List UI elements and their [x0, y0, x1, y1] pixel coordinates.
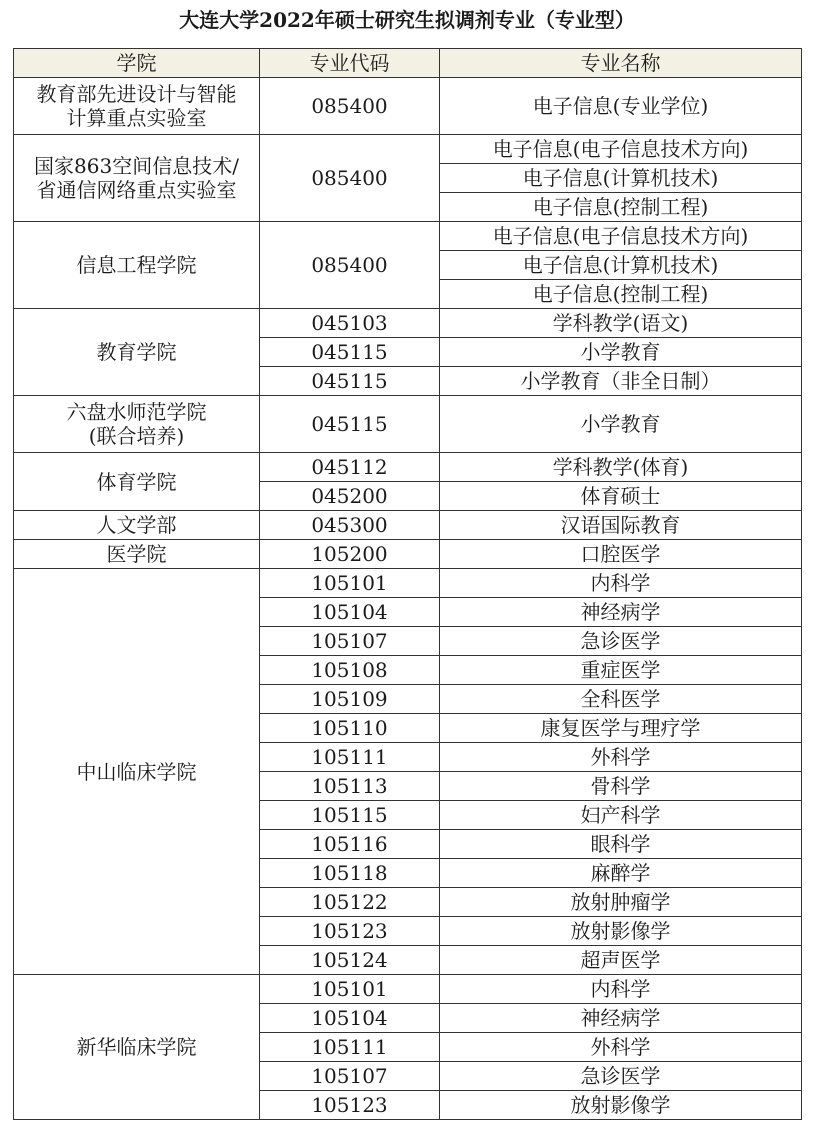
college-name-line: 中山临床学院 [76, 759, 197, 784]
code-cell: 045115 [260, 396, 440, 453]
code-cell: 105104 [260, 598, 440, 627]
college-cell [14, 309, 260, 396]
table-row [14, 511, 802, 540]
major-name-cell: 电子信息(控制工程) [440, 280, 802, 309]
table-row [14, 309, 802, 338]
table-row [14, 975, 802, 1004]
major-name-cell: 重症医学 [440, 656, 802, 685]
code-cell: 045300 [260, 511, 440, 540]
code-cell: 085400 [260, 78, 440, 135]
college-cell [14, 78, 260, 135]
code-cell: 105123 [260, 917, 440, 946]
code-cell: 105113 [260, 772, 440, 801]
table-row [14, 78, 802, 135]
college-name-line: 医学院 [106, 542, 167, 566]
college-cell [14, 135, 260, 222]
college-name-line: 计算重点实验室 [66, 106, 207, 130]
code-cell: 105116 [260, 830, 440, 859]
major-name-cell: 眼科学 [440, 830, 802, 859]
major-name-cell: 小学教育（非全日制） [440, 367, 802, 396]
college-cell [14, 222, 260, 309]
page-title: 大连大学2022年硕士研究生拟调剂专业（专业型） [179, 8, 635, 32]
major-name-cell: 神经病学 [440, 1004, 802, 1033]
major-name-cell: 急诊医学 [440, 627, 802, 656]
college-name-line: 新华临床学院 [76, 1035, 197, 1059]
table-row [14, 396, 802, 453]
major-name-cell: 外科学 [440, 1033, 802, 1062]
major-name-cell: 电子信息(控制工程) [440, 193, 802, 222]
code-cell: 105111 [260, 1033, 440, 1062]
code-cell: 105107 [260, 1062, 440, 1091]
code-cell: 105200 [260, 540, 440, 569]
code-cell: 105108 [260, 656, 440, 685]
major-name-cell: 外科学 [440, 743, 802, 772]
header-code: 专业代码 [260, 49, 440, 78]
major-name-cell: 内科学 [440, 975, 802, 1004]
major-name-cell: 神经病学 [440, 598, 802, 627]
college-name-line: (联合培养) [88, 424, 185, 448]
code-cell: 045103 [260, 309, 440, 338]
code-cell: 105111 [260, 743, 440, 772]
code-cell: 105123 [260, 1091, 440, 1120]
code-cell: 105101 [260, 975, 440, 1004]
code-cell: 105124 [260, 946, 440, 975]
college-name-line: 教育学院 [96, 340, 177, 364]
header-row [14, 49, 802, 78]
header-college: 学院 [14, 49, 260, 78]
major-name-cell: 放射肿瘤学 [440, 888, 802, 917]
major-name-cell: 小学教育 [440, 338, 802, 367]
college-cell [14, 453, 260, 511]
major-name-cell: 全科医学 [440, 685, 802, 714]
college-name-line: 教育部先进设计与智能 [36, 82, 237, 106]
college-name-line: 体育学院 [96, 469, 177, 494]
major-name-cell: 口腔医学 [440, 540, 802, 569]
code-cell: 085400 [260, 135, 440, 222]
major-name-cell: 超声医学 [440, 946, 802, 975]
code-cell: 105107 [260, 627, 440, 656]
major-name-cell: 骨科学 [440, 772, 802, 801]
table-row [14, 453, 802, 482]
major-name-cell: 电子信息(电子信息技术方向) [440, 135, 802, 164]
major-name-cell: 电子信息(计算机技术) [440, 251, 802, 280]
major-name-cell: 汉语国际教育 [440, 511, 802, 540]
major-name-cell: 麻醉学 [440, 859, 802, 888]
table-row [14, 540, 802, 569]
code-cell: 105122 [260, 888, 440, 917]
college-cell [14, 569, 260, 975]
major-name-cell: 电子信息(电子信息技术方向) [440, 222, 802, 251]
code-cell: 045200 [260, 482, 440, 511]
college-name-line: 六盘水师范学院 [66, 400, 207, 424]
code-cell: 045115 [260, 367, 440, 396]
college-name-line: 省通信网络重点实验室 [36, 178, 237, 202]
code-cell: 045112 [260, 453, 440, 482]
table-row [14, 135, 802, 164]
table-row [14, 569, 802, 598]
code-cell: 085400 [260, 222, 440, 309]
major-name-cell: 急诊医学 [440, 1062, 802, 1091]
college-name-line: 人文学部 [96, 513, 177, 537]
college-name-line: 信息工程学院 [76, 253, 197, 277]
code-cell: 105118 [260, 859, 440, 888]
major-name-cell: 康复医学与理疗学 [440, 714, 802, 743]
code-cell: 105101 [260, 569, 440, 598]
major-name-cell: 学科教学(语文) [440, 309, 802, 338]
major-name-cell: 内科学 [440, 569, 802, 598]
code-cell: 105104 [260, 1004, 440, 1033]
major-table [13, 48, 802, 1120]
major-name-cell: 妇产科学 [440, 801, 802, 830]
code-cell: 105115 [260, 801, 440, 830]
major-name-cell: 小学教育 [440, 396, 802, 453]
table-row [14, 222, 802, 251]
college-name-line: 国家863空间信息技术/ [34, 154, 239, 178]
major-name-cell: 电子信息(专业学位) [440, 78, 802, 135]
code-cell: 105110 [260, 714, 440, 743]
college-cell [14, 975, 260, 1120]
table-body [14, 78, 802, 1120]
major-name-cell: 放射影像学 [440, 917, 802, 946]
college-cell [14, 540, 260, 569]
code-cell: 045115 [260, 338, 440, 367]
college-cell [14, 511, 260, 540]
code-cell: 105109 [260, 685, 440, 714]
college-cell [14, 396, 260, 453]
major-name-cell: 电子信息(计算机技术) [440, 164, 802, 193]
header-major: 专业名称 [440, 49, 802, 78]
major-name-cell: 放射影像学 [440, 1091, 802, 1120]
major-name-cell: 体育硕士 [440, 482, 802, 511]
major-name-cell: 学科教学(体育) [440, 453, 802, 482]
